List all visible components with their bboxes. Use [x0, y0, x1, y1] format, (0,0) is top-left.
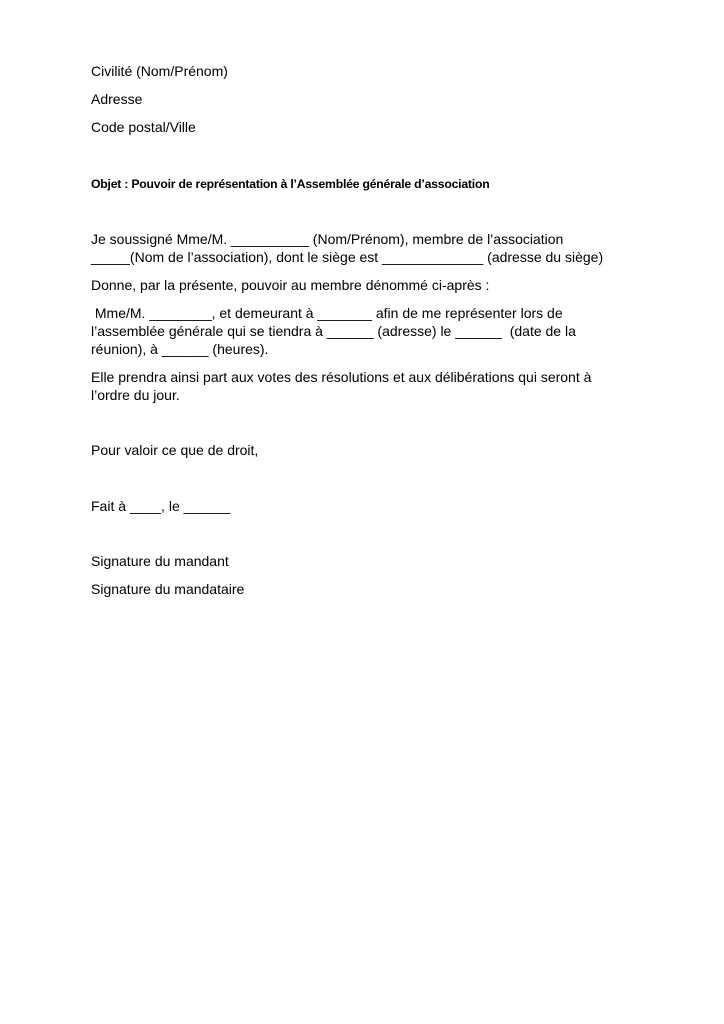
- paragraph-line: Je soussigné Mme/M. __________ (Nom/Prénom), membre de l’association: [91, 231, 564, 247]
- letter-subject: Objet : Pouvoir de représentation à l’Assemblée générale d’association: [91, 177, 490, 191]
- paragraph-line: _____(Nom de l’association), dont le siège est _____________ (adresse du siège): [91, 249, 604, 265]
- sender-address: Adresse: [91, 91, 143, 107]
- signature-mandataire: Signature du mandataire: [91, 581, 245, 597]
- place-and-date: Fait à ____, le ______: [91, 498, 231, 514]
- signature-mandant: Signature du mandant: [91, 553, 229, 569]
- paragraph-line: l’ordre du jour.: [91, 387, 180, 403]
- paragraph-line: l’assemblée générale qui se tiendra à ______ (adresse) le ______ (date de la: [91, 323, 576, 339]
- closing-formula: Pour valoir ce que de droit,: [91, 442, 259, 458]
- sender-postal-city: Code postal/Ville: [91, 119, 196, 135]
- paragraph-line: Mme/M. ________, et demeurant à _______ afin de me représenter lors de: [91, 305, 563, 321]
- paragraph-line: réunion), à ______ (heures).: [91, 341, 269, 357]
- paragraph-line: Elle prendra ainsi part aux votes des résolutions et aux délibérations qui seront à: [91, 369, 592, 385]
- sender-name: Civilité (Nom/Prénom): [91, 63, 228, 79]
- paragraph-line: Donne, par la présente, pouvoir au membre dénommé ci-après :: [91, 277, 490, 293]
